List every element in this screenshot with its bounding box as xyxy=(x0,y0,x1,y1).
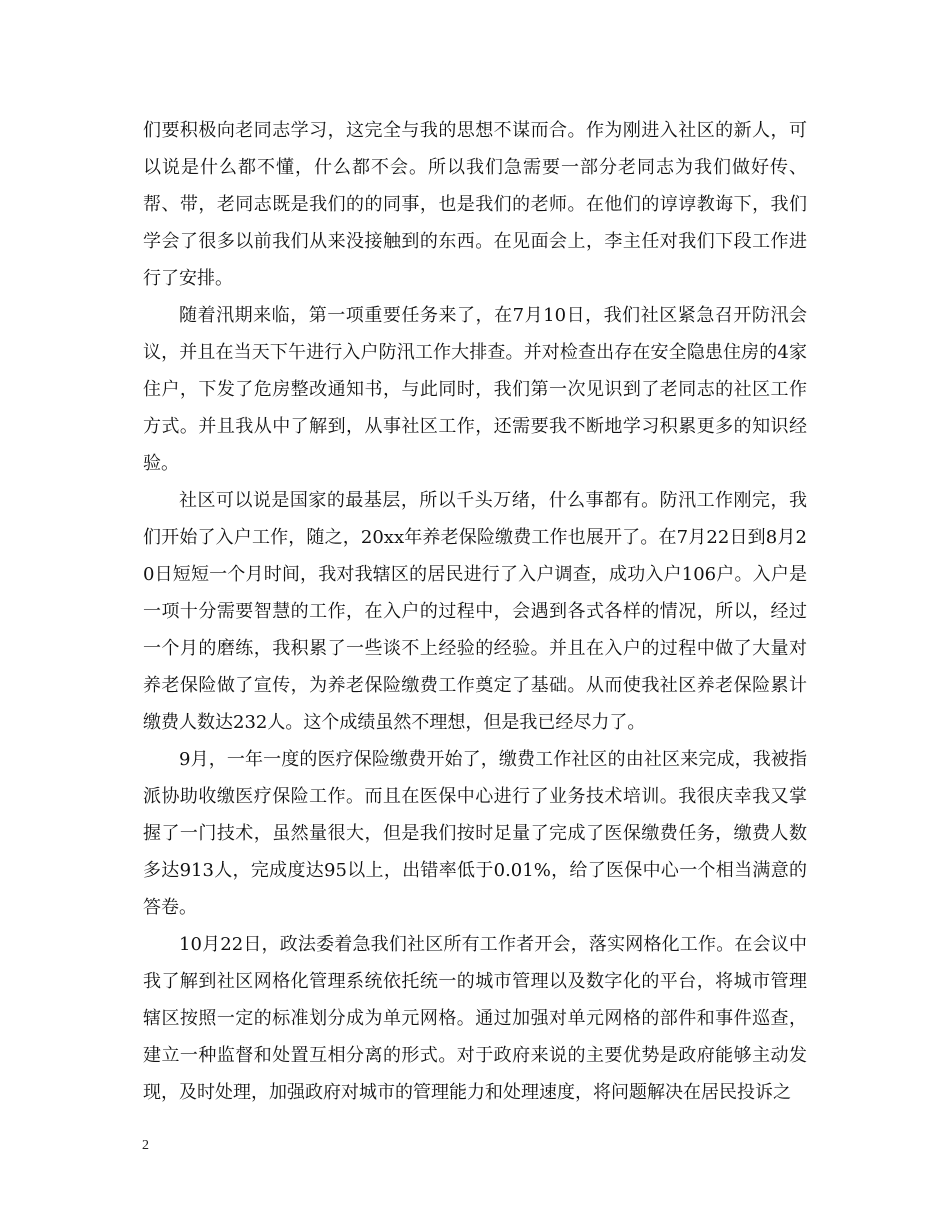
paragraph-4: 9月，一年一度的医疗保险缴费开始了，缴费工作社区的由社区来完成，我被指派协助收缴医疗保险工作。而且在医保中心进行了业务技术培训。我很庆幸我又掌握了一门技术，虽然量很大，但是我们按时足量了完成了医保缴费任务，缴费人数多达913人，完成度达95以上，出错率低于0.01%，给了医保中心一个相当满意的答卷。 xyxy=(143,749,807,918)
document-body xyxy=(143,112,807,1111)
paragraph-2: 随着汛期来临，第一项重要任务来了，在7月10日，我们社区紧急召开防汛会议，并且在当天下午进行入户防汛工作大排查。并对检查出存在安全隐患住房的4家住户，下发了危房整改通知书，与此同时，我们第一次见识到了老同志的社区工作方式。并且我从中了解到，从事社区工作，还需要我不断地学习积累更多的知识经验。 xyxy=(143,305,807,474)
paragraph-5: 10月22日，政法委着急我们社区所有工作者开会，落实网格化工作。在会议中我了解到社区网格化管理系统依托统一的城市管理以及数字化的平台，将城市管理辖区按照一定的标准划分成为单元网格。通过加强对单元网格的部件和事件巡查，建立一种监督和处置互相分离的形式。对于政府来说的主要优势是政府能够主动发现，及时处理，加强政府对城市的管理能力和处理速度，将问题解决在居民投诉之 xyxy=(143,934,807,1103)
page-number: 2 xyxy=(142,1138,149,1153)
paragraph-1: 们要积极向老同志学习，这完全与我的思想不谋而合。作为刚进入社区的新人，可以说是什么都不懂，什么都不会。所以我们急需要一部分老同志为我们做好传、帮、带，老同志既是我们的的同事，也是我们的老师。在他们的谆谆教诲下，我们学会了很多以前我们从来没接触到的东西。在见面会上，李主任对我们下段工作进行了安排。 xyxy=(143,120,807,289)
paragraph-3: 社区可以说是国家的最基层，所以千头万绪，什么事都有。防汛工作刚完，我们开始了入户工作，随之，20xx年养老保险缴费工作也展开了。在7月22日到8月20日短短一个月时间，我对我辖区的居民进行了入户调查，成功入户106户。入户是一项十分需要智慧的工作，在入户的过程中，会遇到各式各样的情况，所以，经过一个月的磨练，我积累了一些谈不上经验的经验。并且在入户的过程中做了大量对养老保险做了宣传，为养老保险缴费工作奠定了基础。从而使我社区养老保险累计缴费人数达232人。这个成绩虽然不理想，但是我已经尽力了。 xyxy=(143,490,807,733)
